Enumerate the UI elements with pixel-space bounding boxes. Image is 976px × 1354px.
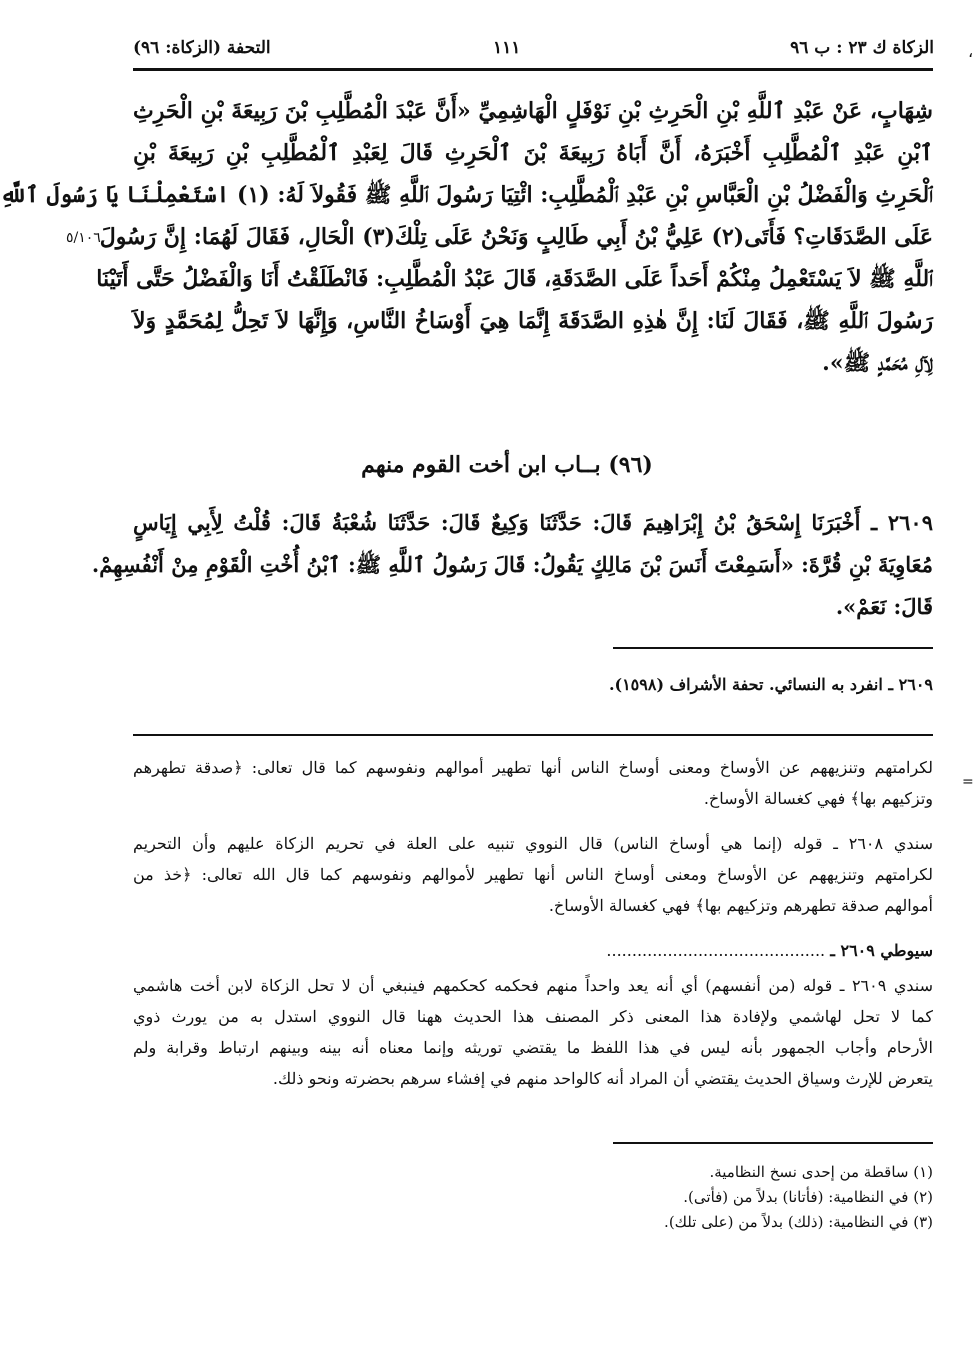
running-header-tuhfa: التحفة (الزكاة: ٩٦) — [133, 38, 271, 58]
commentary-sindi-2609 — [133, 970, 933, 1094]
text-line: ٢٦٠٩ ـ أَخْبَرَنَا إِسْحَقُ بْنُ إِبْرَاهِيمَ قَالَ: حَدَّثَنَا وَكِيعٌ قَالَ: حَدَّثَنَا شُعْبَةُ قَالَ: قُلْتُ لِأَبِي إِيَاسٍ — [133, 510, 933, 535]
text-line: الأرحام وأجاب الجمهور بأنه ليس في هذا اللفظ ما يقتضي توريثه وإنما معناه أنه بينه وبينهم ارتباط وقرابة ولم — [133, 1038, 933, 1057]
text-line: شِهَابٍ، عَنْ عَبْدِ ٱللَّهِ بْنِ الْحَرِثِ بْنِ نَوْفَلٍ الْهَاشِمِيِّ «أَنَّ عَبْدَ الْمُطَّلِبِ بْنَ رَبِيعَةَ بْنِ الْحَرِثِ — [133, 98, 933, 124]
footnote: (٣) في النظامية: (ذلك) بدلاً من (على تلك). — [664, 1213, 933, 1231]
takhrij-note: ٢٦٠٩ ـ انفرد به النسائي. تحفة الأشراف (١٥٩٨). — [608, 675, 933, 694]
dots-leader: ........................................... — [606, 941, 826, 960]
text-line: كما لا تحل لهاشمي ولإفادة هذا المعنى ذكر المصنف هذا الحديث ههنا قال النووي استدل به من يورث ذوي — [133, 1007, 933, 1026]
footnote-divider — [613, 1142, 933, 1144]
text-line: ٱللَّهِ ﷺ لاَ يَسْتَعْمِلُ مِنْكُمْ أَحَداً عَلَى الصَّدَقَةِ، قَالَ عَبْدُ الْمُطَّلِبِ: فَانْطَلَقْتُ أَنَا وَالْفَضْلُ حَتَّى أَتَيْنَا — [96, 266, 933, 292]
commentary-suyuti-2609 — [133, 935, 933, 966]
section-title: (٩٦) بــاب ابن أخت القوم منهم — [361, 452, 653, 478]
commentary-sindi-2608 — [133, 828, 933, 921]
text-line: عَلَى الصَّدَقَاتِ؟ فَأَتَى(٢) عَلِيُّ بْنُ أَبِي طَالِبٍ وَنَحْنُ عَلَى تِلْكَ(٣) الْحَالِ، فَقَالَ لَهُمَا: إِنَّ رَسُولَ — [99, 224, 933, 250]
divider — [133, 734, 933, 736]
text-line: رَسُولَ ٱللَّهِ ﷺ، فَقَالَ لَنَا: إِنَّ هٰذِهِ الصَّدَقَةَ إِنَّمَا هِيَ أَوْسَاخُ النَّاسِ، وَإِنَّهَا لاَ تَحِلُّ لِمُحَمَّدٍ وَلاَ — [133, 308, 933, 334]
text-line: لكرامتهم وتنزيههم عن الأوساخ ومعنى أوساخ الناس أنها تطهير أموالهم ونفوسهم كما قال تعالى: ﴿صدقة تطهرهم — [133, 758, 934, 777]
footnote: (١) ساقطة من إحدى نسخ النظامية. — [709, 1163, 933, 1181]
page-number: ١١١ — [493, 38, 521, 58]
text-line: لِآلِ مُحَمَّدٍ ﷺ». — [822, 350, 933, 376]
header-rule — [133, 68, 933, 71]
divider — [613, 647, 933, 649]
text-line: يتعرض للإرث وسياق الحديث يقتضي أن المراد أنه كالواحد منهم في إفشاء سرهم بحضرته ونحو ذلك. — [272, 1069, 933, 1088]
text-line: ٱبْنِ عَبْدِ ٱلْمُطَّلِبِ أَخْبَرَهُ، أَنَّ أَبَاهُ رَبِيعَةَ بْنَ ٱلْحَرِثِ قَالَ لِعَبْدِ ٱلْمُطَّلِبِ بْنِ رَبِيعَةَ بْنِ — [133, 140, 933, 166]
suyuti-label: سيوطي ٢٦٠٩ ـ — [830, 941, 933, 960]
commentary-paragraph — [133, 752, 933, 814]
commentary — [133, 752, 933, 1108]
text-line: سندي ٢٦٠٨ ـ قوله (إنما هي أوساخ الناس) قال النووي تنبيه على العلة في تحريم الزكاة عليهم وأن التحريم — [133, 834, 934, 853]
text-line: لكرامتهم وتنزيههم عن الأوساخ ومعنى أوساخ الناس أنها تطهير لأموالهم ونفوسهم كما قال الله تعالى: ﴿خذ من — [133, 865, 933, 884]
edge-mark: ، — [968, 42, 974, 61]
text-line: مُعَاوِيَةَ بْنِ قُرَّةَ: «أَسَمِعْتَ أَنَسَ بْنَ مَالِكٍ يَقُولُ: قَالَ رَسُولُ ٱللَّهِ ﷺ: ٱبْنُ أُخْتِ الْقَوْمِ مِنْ أَنْفُسِهِمْ. — [91, 552, 933, 577]
text-line: ٱلْحَرِثِ وَالْفَضْلُ بْنِ الْعَبَّاسِ بْنِ عَبْدِ ٱلْمُطَّلِبِ: ائْتِيَا رَسُولَ ٱللَّهِ ﷺ فَقُولاَ لَهُ: (١) اسْتَعْمِلْنَا يَا رَسُولَ ٱللَّهِ — [0, 182, 933, 208]
continuation-mark: = — [962, 774, 974, 790]
text-line: وتزكيهم بها﴾ فهي كغسالة الأوساخ. — [703, 789, 933, 808]
hadith-2609 — [91, 502, 933, 628]
running-header-chapter: الزكاة ك ٢٣ : ب ٩٦ — [790, 38, 934, 58]
footnote: (٢) في النظامية: (فأتانا) بدلاً من (فأتى). — [683, 1188, 933, 1206]
margin-reference: ٥/١٠٦ — [66, 230, 101, 246]
text-line: أموالهم صدقة تطهرهم وتزكيهم بها﴾ فهي كغسالة الأوساخ. — [548, 896, 933, 915]
text-line: سندي ٢٦٠٩ ـ قوله (من أنفسهم) أي أنه يعد واحداً منهم فحكمه كحكمهم فينبغي أن لا تحل الزكاة لابن أخت هاشمي — [133, 976, 933, 995]
text-line: قَالَ: نَعَمْ». — [835, 594, 933, 619]
footnotes — [133, 1160, 933, 1235]
